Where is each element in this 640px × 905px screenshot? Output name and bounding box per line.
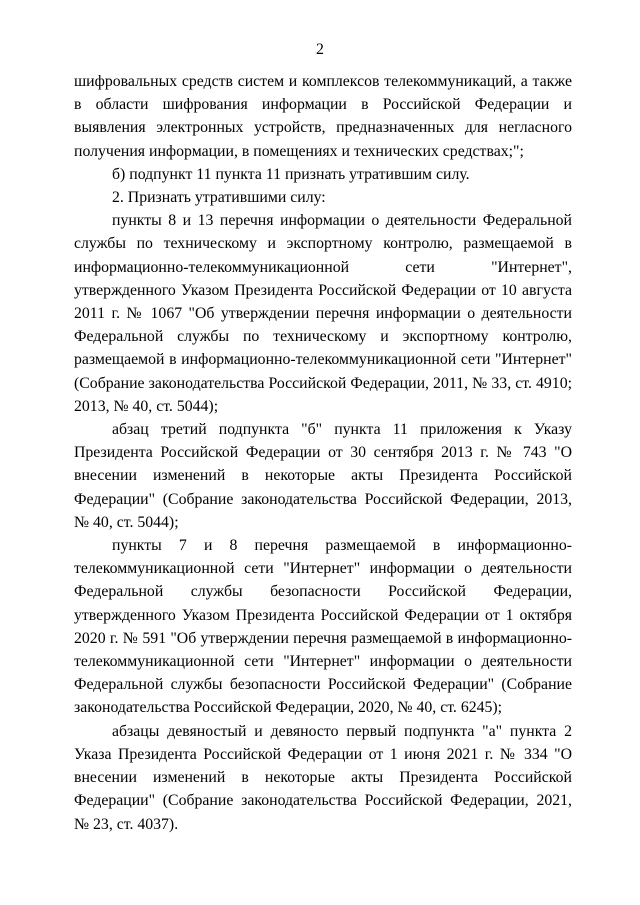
paragraph-continuation: шифровальных средств систем и комплексов телекоммуникаций, а также в области шифрования информации в Российской Федерации и выявления электронных устройств, предназначенных для негласного получения информации, в помещениях и технических средствах;";: [74, 73, 572, 160]
paragraph-decree-743: абзац третий подпункта "б" пункта 11 приложения к Указу Президента Российской Федерации от 30 сентября 2013 г. № 743 "О внесении изменений в некоторые акты Президента Российской Федерации" (Собрание законодательства Российской Федерации, 2013, № 40, ст. 5044);: [74, 421, 572, 531]
paragraph-decree-334: абзацы девяностый и девяносто первый подпункта "а" пункта 2 Указа Президента Российской Федерации от 1 июня 2021 г. № 334 "О внесении изменений в некоторые акты Президента Российской Федерации" (Собрание законодательства Российской Федерации, 2021, № 23, ст. 4037).: [74, 722, 572, 833]
paragraph-fsb-points: пункты 7 и 8 перечня размещаемой в информационно-телекоммуникационной сети "Интернет" информации о деятельности Федеральной службы безопасности Российской Федерации, утвержденного Указом Президента Российской Федерации от 1 октября 2020 г. № 591 "Об утверждении перечня размещаемой в информационно-телекоммуникационной сети "Интернет" информации о деятельности Федеральной службы безопасности Российской Федерации" (Собрание законодательства Российской Федерации, 2020, № 40, ст. 6245);: [74, 537, 572, 717]
paragraph-item-2: 2. Признать утратившими силу:: [112, 189, 326, 207]
paragraph-subpoint-b: б) подпункт 11 пункта 11 признать утратившим силу.: [112, 165, 470, 183]
document-body: [74, 70, 572, 836]
page-number: 2: [316, 41, 324, 58]
paragraph-fstek-points: пункты 8 и 13 перечня информации о деятельности Федеральной службы по техническому и экспортному контролю, размещаемой в информационно-телекоммуникационной сети "Интернет", утвержденного Указом Президента Российской Федерации от 10 августа 2011 г. № 1067 "Об утверждении перечня информации о деятельности Федеральной службы по техническому и экспортному контролю, размещаемой в информационно-телекоммуникационной сети "Интернет" (Собрание законодательства Российской Федерации, 2011, № 33, ст. 4910; 2013, № 40, ст. 5044);: [74, 212, 572, 415]
